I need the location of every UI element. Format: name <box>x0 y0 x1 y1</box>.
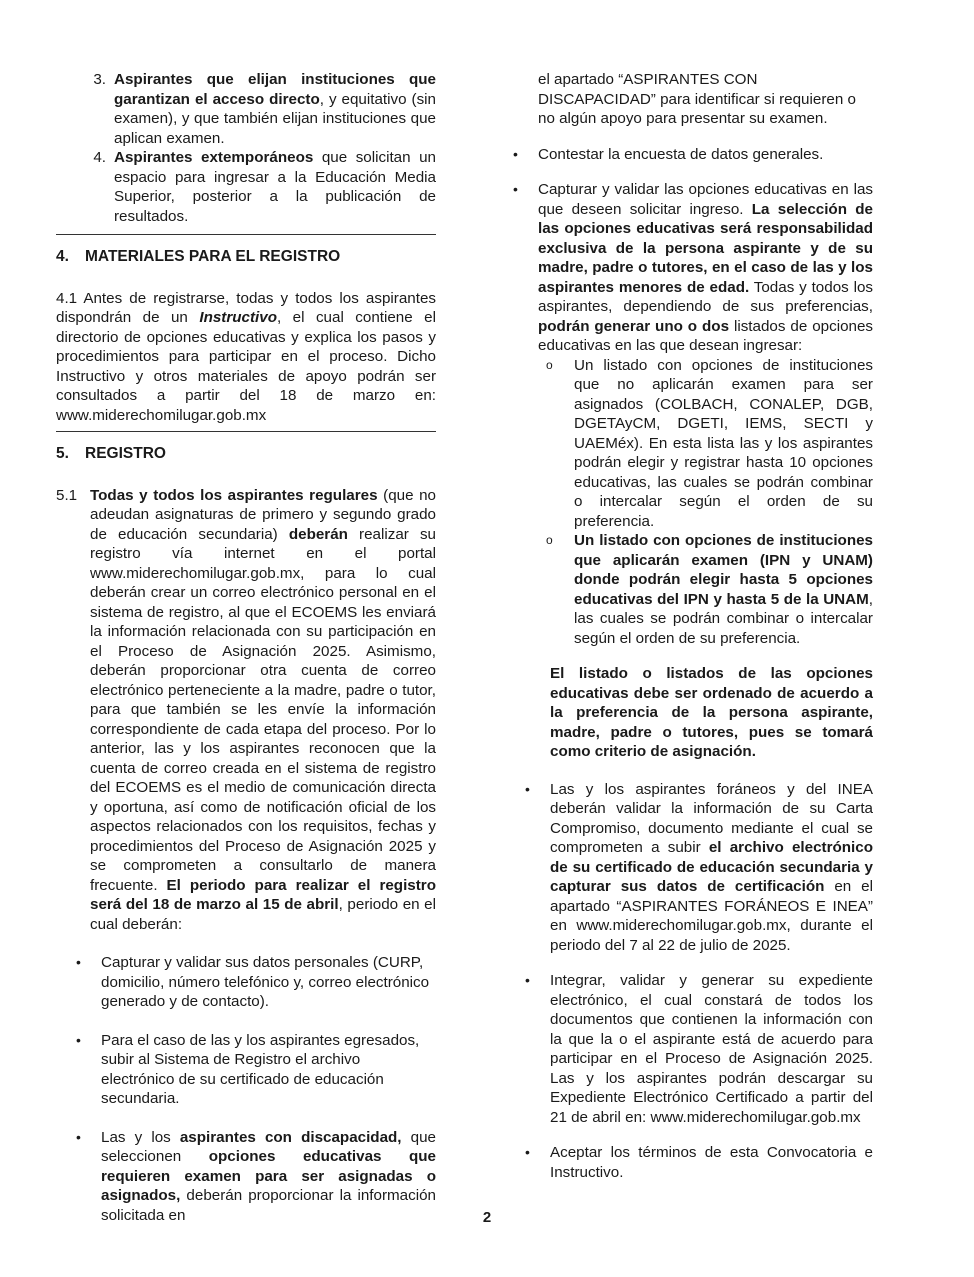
bullet-text: Para el caso de las y los aspirantes egresados, subir al Sistema de Registro el archivo electrónico de su certificado de educación secundaria. <box>101 1031 420 1107</box>
sub-text: Un listado con opciones de instituciones que no aplicarán examen para ser asignados (COLBACH, CONALEP, DGB, DGETAyCM, DGETI, IEMS, SECTI y UAEMéx). En esta lista las y los aspirantes podrán elegir y registrar hasta 10 opciones educativas, las cuales se podrán combinar o intercalar según el orden de su preferencia. <box>574 356 873 530</box>
bullet-item-egresados <box>76 1031 436 1109</box>
list-number: 4. <box>93 149 106 166</box>
bullet-item-foraneos <box>525 780 873 956</box>
page-number: 2 <box>482 1209 492 1226</box>
ordering-note: El listado o listados de las opciones educativas debe ser ordenado de acuerdo a la preferencia de la persona aspirante, madre, padre o tutores, pues se tomará como criterio de asignación. <box>550 665 873 760</box>
bullet-text: Contestar la encuesta de datos generales. <box>538 145 824 163</box>
sub-bullet-icon: o <box>546 357 553 372</box>
bullet-icon: • <box>76 1031 81 1048</box>
bullet-icon: • <box>76 954 81 970</box>
bullet-text: Las y los aspirantes con discapacidad, que seleccionen opciones educativas que requieren examen para ser asignadas o asignados, deberán proporcionar la información solicitada en <box>101 1128 436 1224</box>
sub-item-con-examen <box>538 531 873 648</box>
section-divider <box>56 431 436 432</box>
right-column <box>513 70 873 1182</box>
list-number: 3. <box>93 71 106 88</box>
bullet-text: Capturar y validar sus datos personales (CURP, domicilio, número telefónico y, correo electrónico generado y de contacto). <box>101 954 430 1010</box>
section-heading-materiales: 4. MATERIALES PARA EL REGISTRO <box>56 248 341 265</box>
bullet-icon: • <box>525 1144 530 1160</box>
section-divider <box>56 234 436 235</box>
sub-item-sin-examen <box>538 356 873 532</box>
paragraph-4-1: 4.1 Antes de registrarse, todas y todos los aspirantes dispondrán de un Instructivo, el cual contiene el directorio de opciones educativas y explica los pasos y procedimientos para participar en el proceso. Dicho Instructivo y otros materiales de apoyo podrán ser consultados a partir del 18 de marzo en: www.miderechomilugar.gob.mx <box>56 289 436 424</box>
paragraph-5-1 <box>56 486 436 935</box>
list-item-3 <box>56 70 436 148</box>
bullet-icon: • <box>525 972 530 988</box>
bullet-item-datos <box>76 953 436 1012</box>
list-text: Aspirantes que elijan instituciones que garantizan el acceso directo, y equitativo (sin examen), y que también elijan instituciones que aplican examen. <box>114 71 436 147</box>
section-heading-registro: 5. REGISTRO <box>56 445 166 462</box>
bullet-text: Aceptar los términos de esta Convocatoria e Instructivo. <box>550 1144 873 1181</box>
list-item-4 <box>56 148 436 226</box>
bullet-text: Capturar y validar las opciones educativas en las que deseen solicitar ingreso. La selección de las opciones educativas será responsabilidad exclusiva de la persona aspirante y de su madre, padre o tutores, en el caso de las y los aspirantes menores de edad. Todas y todos los aspirantes, dependiendo de sus preferencias, podrán generar uno o dos listados de opciones educativas en las que desean ingresar: <box>538 181 874 354</box>
list-text: Aspirantes extemporáneos que solicitan un espacio para ingresar a la Educación Media Superior, posterior a la publicación de resultados. <box>114 149 436 225</box>
bullet-item-integrar <box>525 971 873 1127</box>
continued-text: el apartado “ASPIRANTES CON DISCAPACIDAD” para identificar si requieren o no algún apoyo para presentar su examen. <box>538 71 856 127</box>
bullet-item-aceptar <box>525 1143 873 1182</box>
bullet-icon: • <box>525 780 530 797</box>
sub-bullet-icon: o <box>546 533 553 547</box>
sub-text: Un listado con opciones de instituciones que aplicarán examen (IPN y UNAM) donde podrán elegir hasta 5 opciones educativas del IPN y hasta 5 de la UNAM, las cuales se podrán combinar o intercalar según el orden de su preferencia. <box>574 532 873 647</box>
bullet-text: Las y los aspirantes foráneos y del INEA deberán validar la información de su Carta Compromiso, documento mediante el cual se comprometen a subir el archivo electrónico de su certificado de educación secundaria y capturar sus datos de certificación en el apartado “ASPIRANTES FORÁNEOS E INEA” en www.miderechomilugar.gob.mx, durante el periodo del 7 al 22 de julio de 2025. <box>550 780 873 954</box>
paragraph-text: Todas y todos los aspirantes regulares (que no adeudan asignaturas de primero y segundo grado de educación secundaria) deberán realizar su registro vía internet en el portal www.miderechomilugar.gob.mx, para lo cual deberán crear un correo electrónico personal en el sistema de registro, al que el ECOEMS les enviará la información relacionada con su participación en el Proceso de Asignación 2025. Asimismo, deberán proporcionar otra cuenta de correo electrónico perteneciente a la madre, padre o tutor, para que también se les envíe la información correspondiente de cada etapa del proceso. Por lo anterior, las y los aspirantes reconocen que la cuenta de correo creada en el sistema de registro del ECOEMS es el medio de comunicación directa y oportuna, así como de notificación oficial de los aspectos relacionados con los requisitos, fechas y procedimientos del Proceso de Asignación 2025 y se comprometen a consultarlo de manera frecuente. El periodo para realizar el registro será del 18 de marzo al 15 de abril, periodo en el cual deberán: <box>90 486 437 933</box>
bullet-icon: • <box>513 181 518 197</box>
bullet-text: Integrar, validar y generar su expediente electrónico, el cual constará de todos los documentos que contienen la información con la que la o el aspirante está de acuerdo para participar en el Proceso de Asignación 2025. Las y los aspirantes podrán descargar su Expediente Electrónico Certificado a partir del 21 de abril en: www.miderechomilugar.gob.mx <box>550 972 873 1126</box>
bullet-item-capturar <box>513 180 873 356</box>
bullet-icon: • <box>76 1128 81 1145</box>
bullet-icon: • <box>513 145 518 162</box>
section-number: 5.1 <box>56 486 78 504</box>
left-column <box>56 70 436 1225</box>
bullet-item-encuesta <box>513 145 873 165</box>
